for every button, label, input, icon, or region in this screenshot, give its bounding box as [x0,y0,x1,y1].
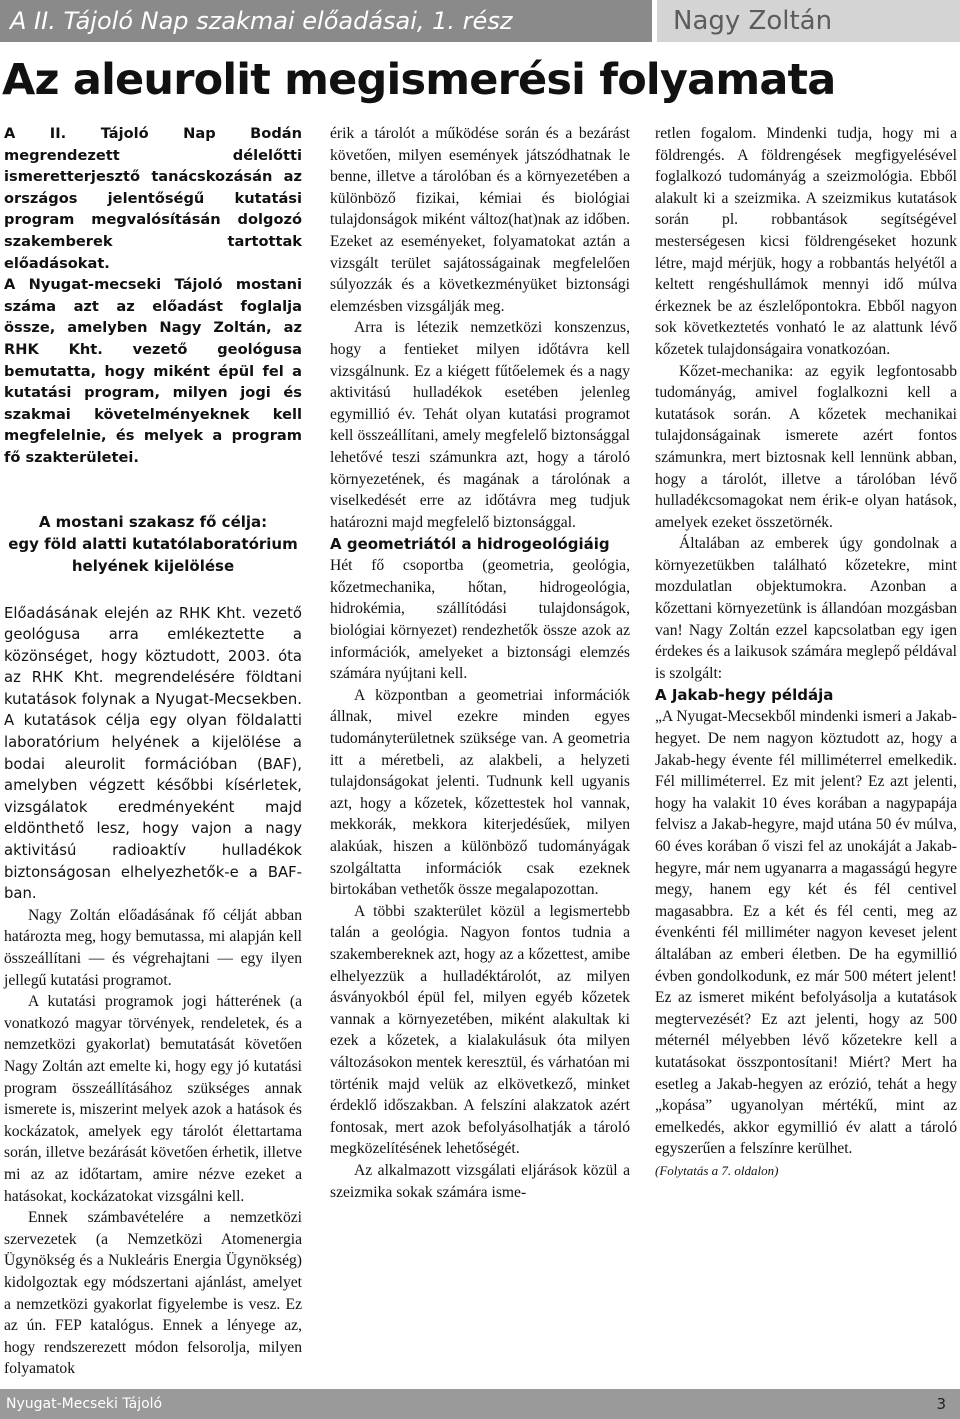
body-paragraph: A többi szakterület közül a legismertebb talán a geológia. Nagyon fontos tudnia a szakembereknek azt, hogy az a kőzettest, amibe elhelyezzük a hulladéktárolót, az milyen ásványokból épül fel, milyen egyéb kőzetek vannak a környezetében, miként alakultak ki ezek a kőzetek, a kialakulásuk óta milyen változásokon mentek keresztül, és várhatóan mi történik majd velük az elkövetkező, minket érdeklő időszakban. A felszíni alakzatok azért fontosak, mert azok befolyásolhatják a tároló megközelítésének lehetőségét. [330,902,630,1158]
column-3 [655,123,957,1182]
body-paragraph: retlen fogalom. Mindenki tudja, hogy mi a földrengés. A földrengések megfigyelésével foglalkozó tudományág a szeizmológia. Ebből alakult ki a szeizmika. A szeizmikus kutatások során pl. robbantások segítségével mesterségesen kicsi földrengéseket hozunk létre, majd mérjük, hogy a robbantás helyétől a keltett rengéshullámok mennyi idő múlva érkeznek be az észlelőpontokra. Ebből nagyon sok következtetés vonható le az alattunk lévő kőzetek tulajdonságaira vonatkozóan. [655,125,957,358]
body-paragraph: Ennek számbavételére a nemzetközi szervezetek (a Nemzetközi Atomenergia Ügynökség és a Nukleáris Energia Ügynökség) kidolgoztak egy módszertani ajánlást, amelyet a nemzetközi gyakorlat figyelembe is vesz. Ez az ún. FEP katalógus. Ennek a lényege az, hogy rendszerezett módon felsorolja, milyen folyamatok [4,1209,302,1378]
lead-paragraph: A Nyugat-mecseki Tájoló mostani száma azt az előadást foglalja össze, amelyben Nagy Zoltán, az RHK Kht. vezető geológusa bemutatta, hogy miként épül fel a kutatási program, milyen jogi és szakmai követelményeknek kell megfelelnie, és melyek a program fő szakterületei. [4,276,302,466]
body-paragraph: A kutatási programok jogi hátterének (a vonatkozó magyar törvények, rendeletek, és a nemzetközi gyakorlat) bemutatását követően Nagy Zoltán azt emelte ki, hogy egy jó kutatási program összeállításához szükséges annak ismerete is, miszerint melyek azok a hatások és kockázatok, amelyek egy tárolót élettartama során, illetve bezárását követően érhetik, illetve mi az az időtartam, amire nézve ezeket a hatásokat, kockázatokat vizsgálni kell. [4,993,302,1205]
column-2 [330,123,630,1203]
body-paragraph: A központban a geometriai információk állnak, mivel ezekre minden egyes tudományterületnek szüksége van. A geometria itt a méretbeli, az alakbeli, a helyzeti tulajdonságokat jelenti. Tudnunk kell ugyanis azt, hogy a kőzetek, kőzettestek hol vannak, mekkorák, mekkora kiterjedésűek, milyen alakúak, hiszen a különböző tudományágak szolgáltatta információk csak ezeknek birtokában vethetők össze megalapozottan. [330,686,630,899]
body-paragraph: Nagy Zoltán előadásának fő célját abban határozta meg, hogy bemutassa, mi alapján kell összeállítani — és végrehajtani — egy ilyen jellegű kutatási programot. [4,906,302,989]
page-number: 3 [936,1395,946,1413]
section-heading-line: helyének kijelölése [71,556,235,575]
section-heading: A Jakab-hegy példája [655,686,834,705]
body-paragraph: Az alkalmazott vizsgálati eljárások közül a szeizmika sokak számára isme- [330,1161,630,1201]
body-paragraph: Általában az emberek úgy gondolnak a környezetükben található kőzetekre, mint mozdulatlan objektumokra. Azonban a kőzettani környezetünk is állandóan mozgásban van! Nagy Zoltán ezzel kapcsolatban egy igen érdekes és a laikusok számára meglepő példával is szolgált: [655,535,957,682]
section-heading [4,511,302,577]
lead-block [4,123,302,469]
continued-note: (Folytatás a 7. oldalon) [655,1162,779,1178]
article-title: Az aleurolit megismerési folyamata [2,55,836,105]
body-paragraph: Arra is létezik nemzetközi konszenzus, hogy a fentieket milyen időtávra kell vizsgálnunk. Ez a kiégett fűtőelemek és a nagy aktivitású hulladékok esetében jelenleg egymillió év. Tehát olyan kutatási programot kell összeállítani, amely megfelelő biztonsággal lehetővé teszi számunkra azt, hogy a tároló környezetének, és magának a tárolónak a viselkedését erre az időtávra meg tudjuk határozni majd megfelelő biztonsággal. [330,319,630,531]
section-heading: A geometriától a hidrogeológiáig [330,535,610,554]
section-heading-line: A mostani szakasz fő célja: [38,512,268,531]
body-paragraph: Hét fő csoportba (geometria, geológia, kőzetmechanika, hőtan, hidrogeológia, hidrokémia, szállítódási tulajdonságok, biológiai környezet) rendezhetők össze azok az információk, amelyeket a biztonsági elemzés számára nyújtani kell. [330,557,630,683]
page-footer [0,1389,960,1419]
body-paragraph: „A Nyugat-Mecsekből mindenki ismeri a Jakab-hegyet. De nem nagyon köztudott az, hogy a Jakab-hegy évente fél milliméterrel emelkedik. Fél milliméterrel. Ez mit jelent? Ez azt jelenti, hogy ha valakit 10 éves korában a nagypapája felvisz a Jakab-hegyre, majd utána 50 év múlva, 60 éves korában ő viszi fel az unokáját a Jakab-hegyre, már nem ugyanarra a magasságú hegyre megy, hanem egy két és fél centivel magasabbra. Ez a két és fél centi, meg az évenkénti fél milliméter nagyon keveset jelent általában az emberi életben. De ha egymillió évben gondolkodunk, ez már 500 métert jelent! Ez az ismeret miként befolyásolja a kutatások megtervezését? Ez azt jelenti, hogy az 500 méternél mélyebben lévő kőzetekre kell a kutatásokat összpontosítani! Miért? Mert ha esetleg a Jakab-hegyen az erózió, tehát a hegy „kopása” ugyanolyan mértékű, mint az emelkedés, akkor egymillió év alatt a tároló egyszerűen a felszínre kerülhet. [655,708,957,1158]
publication-name: Nyugat-Mecseki Tájoló [6,1396,163,1412]
body-paragraph: Előadásának elején az RHK Kht. vezető geológusa arra emlékeztette a közönséget, hogy köztudott, 2003. óta az RHK Kht. megrendelésére földtani kutatások folynak a Nyugat-Mecsekben. A kutatások célja egy olyan földalatti laboratórium helyének a kijelölése a bodai aleurolit formációban (BAF), amelyben végzett későbbi kísérletek, vizsgálatok eredményeként majd eldönthető lesz, hogy vajon a nagy aktivitású radioaktív hulladékok biztonságosan elhelyezhetők-e a BAF-ban. [4,604,302,903]
page-header [0,0,960,46]
series-title: A II. Tájoló Nap szakmai előadásai, 1. rész [0,0,652,42]
section-heading-line: egy föld alatti kutatólaboratórium [8,534,298,553]
body-paragraph: érik a tárolót a működése során és a bezárást követően, milyen események játszódhatnak le benne, illetve a tárolóban és a környezetében a különböző fizikai, kémiai és biológiai tulajdonságok miként változ(hat)nak az időben. Ezeket az eseményeket, folyamatokat aztán a vizsgált terület sajátosságainak megfelelően súlyozzák és a következményüket biztonsági elemzésben vizsgálják meg. [330,125,630,315]
lead-paragraph: A II. Tájoló Nap Bodán megrendezett délelőtti ismeretterjesztő tanácskozásán az országos jelentőségű kutatási program megvalósításán dolgozó szakemberek tartottak előadásokat. [4,125,302,272]
body-paragraph: Kőzet-mechanika: az egyik legfontosabb tudományág, amivel foglalkozni kell a kutatások során. A kőzetek mechanikai tulajdonságainak ismerete azért fontos számunkra, mert biztosnak kell lennünk abban, hogy a tárolót, illetve a tárolóban lévő hulladékcsomagokat nem érik-e olyan hatások, amelyek ezeket összetörnék. [655,362,957,531]
column-1 [4,123,302,1380]
author-name: Nagy Zoltán [657,0,960,42]
